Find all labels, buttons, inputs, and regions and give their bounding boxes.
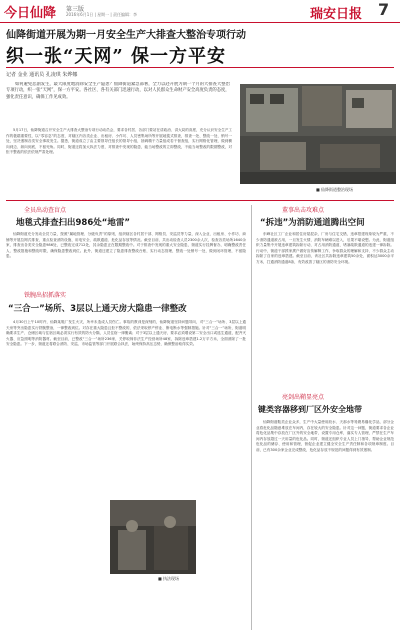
- lead-body: 5月17日，仙降街道召开安全生产大排查大整治专项行动动员会，要求各村居、各部门要站在讲政治、讲大局的高度，充分认识安全生产工作的极端重要性，以“零容忍”的态度，对辖区内各类企业、出租房、小作坊、人员密集场所等开展地毯式排查，排查一处、整改一处、销号一处，坚决遏制各类安全事故发生。据悉，街道成立了由主要领导任组长的领导小组，抽调精干力量组成若干督查组，实行网格化管理，做到横向到边、纵向到底，不留死角。同时，街道还将加大执法力度，对排查中发现的隐患，能当场整改的立即整改，不能当场整改的限期整改，对拒不整改的依法依规严肃处理。: [6, 128, 232, 155]
- section-divider: [6, 200, 394, 201]
- building-photo-illustration: [240, 84, 396, 184]
- lead-paragraph: 如何避免悲剧发生，最大限度地消除安全生产隐患？仙降街道紧急部署，全力以赴开展为期一个月的大排查大整治专项行动，织一张“天网”，保一方平安。各社区、各有关部门迅速行动，以对人民群众生命财产安全高度负责的态度，强化责任意识，确保工作见成效。: [6, 82, 230, 100]
- edition-label: 第三版: [66, 6, 85, 13]
- top-photo-caption: ■ 仙降街道整治现场: [316, 187, 354, 192]
- article-1-body: 仙降街道充分发动全员力量，按照“属地管理、分级负责”的原则，组织辖区各村居干部、网格员、安监员等力量，深入企业、出租房、小作坊、商铺等开展拉网式排查，重点检查消防设施、用电安全、疏散通道、危化品存放等情况。截至目前，共出动检查人员2300余人次，检查各类场所1640余家，排查出各类安全隐患986处，已整改完成712处，其余隐患正在限期整改中。对于排查中发现的重大安全隐患，街道实行挂牌督办，明确整改责任人、整改措施和整改时限，确保隐患整改到位。此外，街道还建立了隐患排查整改台账，实行动态管理，整改一处销号一处，做到闭环管理，不留隐患。: [6, 232, 246, 259]
- article-2-title: “三合一”场所、3层以上通天房大隐患一律整改: [8, 304, 187, 314]
- article-3-title: “拆违”为消防通道腾出空间: [260, 218, 365, 228]
- article-3-body: 东峰社区工厂企业和居住房屋混杂，厂房与住宅交错，违章搭建现象较为严重，不少消防通道被占用，一旦发生火情，消防车辆难以进入，后果不堪设想。为此，街道组织力量集中开展违章建筑拆除行动，对占用消防通道、堵塞疏散通道的违建一律拆除。行动中，街道干部挨家挨户做好宣传解释工作，争取群众的理解和支持，不少群众主动拆除了自家的违章搭建。截至目前，该社区共拆除违章建筑50余处，面积达3000余平方米，打通消防通道8条，有效改善了辖区的消防安全环境。: [256, 232, 394, 264]
- article-2-body: 4月30日上午10时许，仙降某鞋厂发生火灾，所幸未造成人员伤亡。事故的教训是深刻的，仙降街道坚持问题导向，对“三合一”场所、3层以上通天房等突出隐患实行铁腕整治，一律整改到位。对存在重大隐患且拒不整改的，依法采取停产停业、断电断水等强制措施。针对“三合一”场所，街道明确要求生产、仓储区域与住宿区域必须实行有效的防火分隔，人员住宿一律搬离；对于3层以上通天房，要求必须增设第二安全出口或逃生通道，配齐灭火器、应急照明等消防器材。截至目前，已整改“三合一”场所236家，关停取缔非法生产经营场所48家，拆除违章搭建1.2万平方米，全面消除了一批安全隐患。下一步，街道还将联合消防、安监、市场监管等部门开展联合执法，始终保持高压态势，确保整治取得实效。: [6, 320, 246, 347]
- article-4-body: 仙降街道鞋类企业众多，生产中大量使用胶水、天那水等易燃易爆化学品，部分企业将危化品随意堆放在车间内，存在较大的安全隐患。针对这一问题，街道要求各企业将危化品集中存放在厂区外的安全地带，设置专用仓库，落实专人管理，严禁在生产车间内存放超过一天用量的危化品。同时，街道还组织专业人员上门指导，帮助企业规范危化品的储存、使用和管理，督促企业建立健全安全生产责任制和各项规章制度。目前，已有300余家企业完成整改，危化品存放不规范的问题得到有效遏制。: [256, 420, 394, 452]
- article-1-title: 地毯式排查扫出986处“地雷”: [16, 218, 130, 228]
- byline: 记者 金业 通讯员 孔凌琪 朱烨娜: [6, 72, 78, 78]
- article-4-kicker: 亮剑出鞘显亮点: [282, 394, 325, 401]
- headline-kicker: 仙降街道开展为期一月安全生产大排查大整治专项行动: [6, 30, 246, 41]
- enforcement-photo-illustration: [110, 500, 196, 574]
- section-name: 今日仙降: [4, 6, 57, 21]
- dateline: 2016年6月1日 | 星期一 | 责任编辑：李: [66, 12, 138, 17]
- article-2-photo-caption: ■ 执法现场: [158, 576, 180, 581]
- article-3-kicker: 董事出击攻难点: [282, 207, 325, 214]
- article-2-photo: [110, 500, 196, 574]
- newspaper-masthead: 瑞安日报: [310, 7, 363, 22]
- top-photo: [240, 84, 396, 184]
- headline-rule: [6, 67, 394, 68]
- article-1-kicker: 全员出动查盲点: [24, 207, 67, 214]
- page-number: 7: [378, 0, 390, 19]
- column-divider: [251, 205, 252, 630]
- headline-main: 织一张“天网” 保一方平安: [6, 46, 226, 67]
- article-2-kicker: 铁腕出招抓落实: [24, 292, 67, 299]
- article-4-title: 键类容器移到厂区外安全地带: [258, 405, 362, 414]
- page-header: [0, 0, 400, 23]
